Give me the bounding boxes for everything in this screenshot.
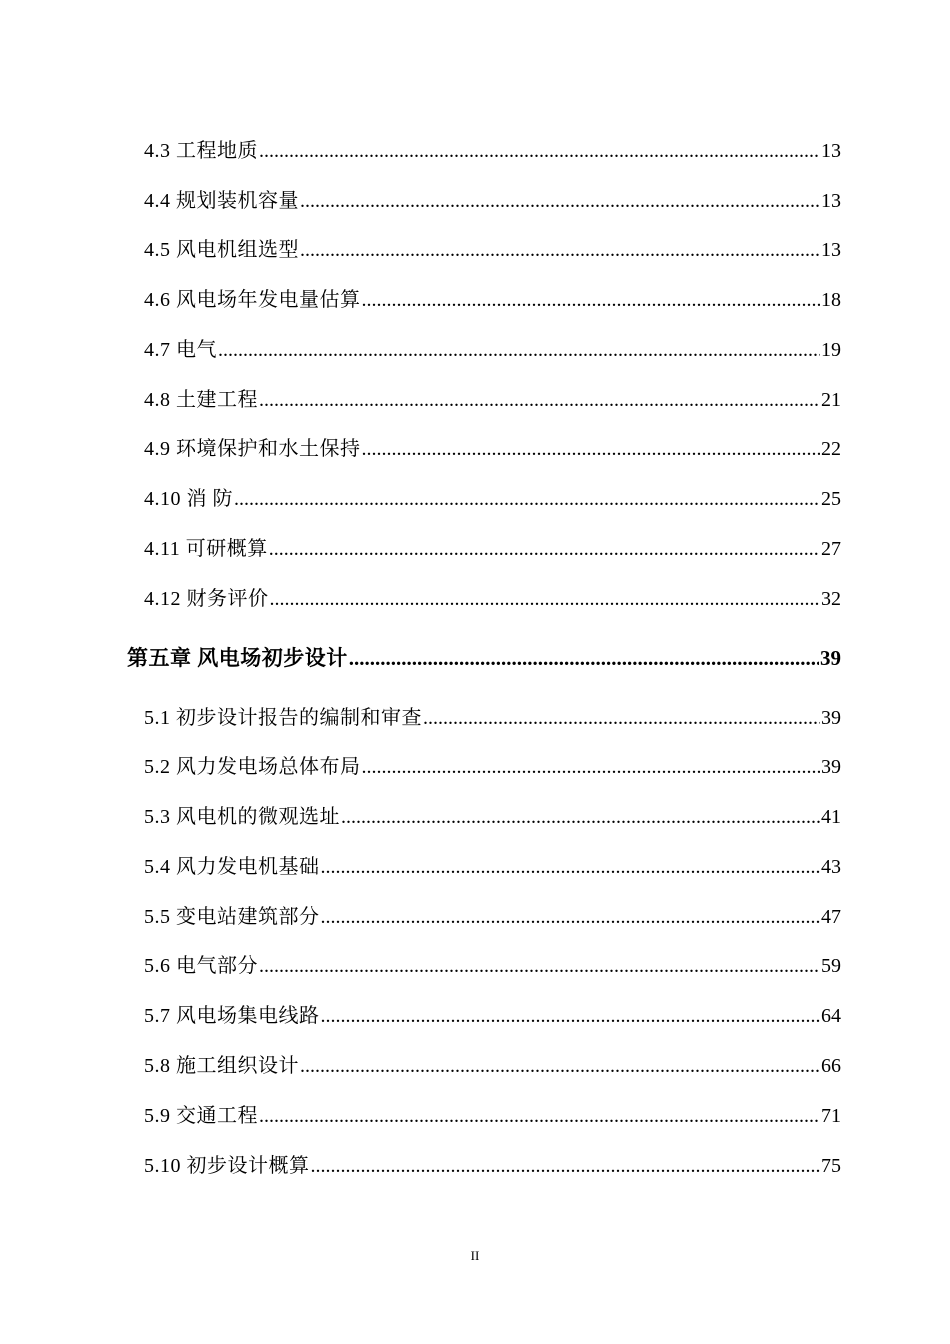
toc-entry-title: 4.5 风电机组选型	[144, 239, 299, 261]
toc-entry-page: 64	[821, 1005, 841, 1027]
toc-entry-title: 5.2 风力发电场总体布局	[144, 756, 361, 778]
toc-dot-leader	[362, 434, 821, 464]
toc-entry-title: 5.4 风力发电机基础	[144, 856, 320, 878]
toc-chapter-5[interactable]	[127, 642, 841, 674]
toc-entry-title: 5.3 风电机的微观选址	[144, 806, 340, 828]
toc-entry-page: 41	[821, 806, 841, 828]
toc-entry-title: 4.10 消 防	[144, 488, 233, 510]
toc-entry-4-10[interactable]	[144, 484, 841, 514]
toc-entry-page: 18	[821, 289, 841, 311]
toc-entry-4-8[interactable]	[144, 385, 841, 415]
toc-entry-title: 4.7 电气	[144, 339, 217, 361]
toc-entry-page: 75	[821, 1155, 841, 1177]
toc-entry-page: 59	[821, 955, 841, 977]
toc-dot-leader	[259, 136, 820, 166]
toc-dot-leader	[349, 642, 819, 674]
toc-entry-page: 19	[821, 339, 841, 361]
toc-entry-4-5[interactable]	[144, 235, 841, 265]
toc-entry-page: 25	[821, 488, 841, 510]
toc-entry-title: 4.9 环境保护和水土保持	[144, 438, 361, 460]
toc-entry-title: 5.10 初步设计概算	[144, 1155, 310, 1177]
toc-dot-leader	[269, 534, 820, 564]
toc-dot-leader	[423, 703, 820, 733]
toc-entry-4-6[interactable]	[144, 285, 841, 315]
page-number-footer: II	[470, 1248, 480, 1263]
toc-entry-page: 21	[821, 389, 841, 411]
toc-entry-4-4[interactable]	[144, 186, 841, 216]
toc-entry-page: 71	[821, 1105, 841, 1127]
toc-dot-leader	[259, 951, 820, 981]
toc-entry-5-7[interactable]	[144, 1001, 841, 1031]
toc-entry-page: 22	[821, 438, 841, 460]
toc-entry-4-11[interactable]	[144, 534, 841, 564]
toc-entry-title: 5.7 风电场集电线路	[144, 1005, 320, 1027]
toc-entry-title: 4.8 土建工程	[144, 389, 258, 411]
toc-entry-page: 13	[821, 190, 841, 212]
toc-dot-leader	[234, 484, 820, 514]
toc-dot-leader	[341, 802, 820, 832]
toc-entry-4-9[interactable]	[144, 434, 841, 464]
toc-entry-4-7[interactable]	[144, 335, 841, 365]
toc-entry-4-12[interactable]	[144, 584, 841, 614]
toc-entry-page: 39	[821, 756, 841, 778]
toc-dot-leader	[362, 285, 821, 315]
toc-entry-page: 13	[821, 239, 841, 261]
toc-dot-leader	[259, 1101, 820, 1131]
toc-entry-5-6[interactable]	[144, 951, 841, 981]
toc-dot-leader	[311, 1151, 821, 1181]
toc-dot-leader	[218, 335, 820, 365]
toc-entry-page: 39	[821, 707, 841, 729]
toc-entry-5-3[interactable]	[144, 802, 841, 832]
toc-dot-leader	[321, 1001, 821, 1031]
toc-entry-title: 5.6 电气部分	[144, 955, 258, 977]
toc-dot-leader	[300, 235, 820, 265]
toc-dot-leader	[259, 385, 820, 415]
toc-entry-title: 5.5 变电站建筑部分	[144, 906, 320, 928]
toc-dot-leader	[362, 752, 821, 782]
toc-entry-title: 4.3 工程地质	[144, 140, 258, 162]
toc-dot-leader	[300, 186, 820, 216]
toc-entry-page: 66	[821, 1055, 841, 1077]
toc-entry-title: 4.6 风电场年发电量估算	[144, 289, 361, 311]
toc-entry-title: 5.9 交通工程	[144, 1105, 258, 1127]
toc-entry-5-1[interactable]	[144, 703, 841, 733]
toc-entry-4-3[interactable]	[144, 136, 841, 166]
toc-entry-5-2[interactable]	[144, 752, 841, 782]
toc-entry-5-9[interactable]	[144, 1101, 841, 1131]
toc-entry-page: 47	[821, 906, 841, 928]
toc-dot-leader	[321, 852, 821, 882]
toc-chapter-page: 39	[820, 646, 841, 670]
toc-entry-page: 13	[821, 140, 841, 162]
toc-entry-5-4[interactable]	[144, 852, 841, 882]
toc-entry-title: 4.11 可研概算	[144, 538, 268, 560]
toc-entry-page: 43	[821, 856, 841, 878]
toc-dot-leader	[270, 584, 821, 614]
toc-entry-title: 5.1 初步设计报告的编制和审查	[144, 707, 422, 729]
toc-entry-title: 4.4 规划装机容量	[144, 190, 299, 212]
toc-entry-page: 32	[821, 588, 841, 610]
toc-entry-title: 4.12 财务评价	[144, 588, 269, 610]
toc-chapter-title: 第五章 风电场初步设计	[127, 646, 348, 670]
toc-entry-5-5[interactable]	[144, 902, 841, 932]
toc-entry-5-8[interactable]	[144, 1051, 841, 1081]
toc-entry-5-10[interactable]	[144, 1151, 841, 1181]
toc-dot-leader	[300, 1051, 820, 1081]
toc-dot-leader	[321, 902, 821, 932]
toc-entry-page: 27	[821, 538, 841, 560]
toc-entry-title: 5.8 施工组织设计	[144, 1055, 299, 1077]
